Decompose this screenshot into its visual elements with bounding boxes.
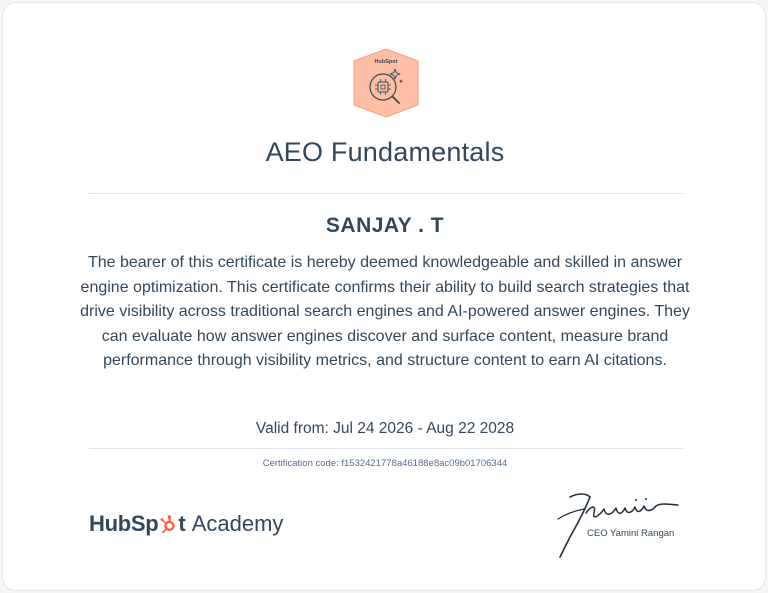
validity-dates: Valid from: Jul 24 2026 - Aug 22 2028 <box>255 420 515 437</box>
logo-wordmark-hub: HubSp <box>89 511 159 536</box>
sprocket-icon <box>159 514 178 534</box>
certificate-description: The bearer of this certificate is hereby deemed knowledgeable and skilled in answer engine optimization. This certificate confirms their ability to build search strategies that drive visibility across traditional search engines and AI-powered answer engines. They can evaluate how answer engines discover and surface content, measure brand performance through visibility metrics, and structure content to earn AI citations. <box>80 254 690 370</box>
divider <box>89 448 683 449</box>
hubspot-academy-logo <box>89 506 283 542</box>
badge-label: HubSpot <box>374 59 398 65</box>
ceo-signature <box>556 491 686 559</box>
logo-wordmark-academy: Academy <box>191 511 284 536</box>
logo-wordmark-t: t <box>178 511 186 536</box>
divider <box>89 193 683 194</box>
signer-title: CEO Yamini Rangan <box>587 528 675 539</box>
certificate-title: AEO Fundamentals <box>265 137 505 167</box>
ai-search-chip-icon <box>348 47 424 119</box>
recipient-name: SANJAY . T <box>325 214 445 237</box>
certificate <box>2 2 766 591</box>
certification-code: Certification code: f1532421778a46188e8ac09b01706344 <box>262 458 508 469</box>
